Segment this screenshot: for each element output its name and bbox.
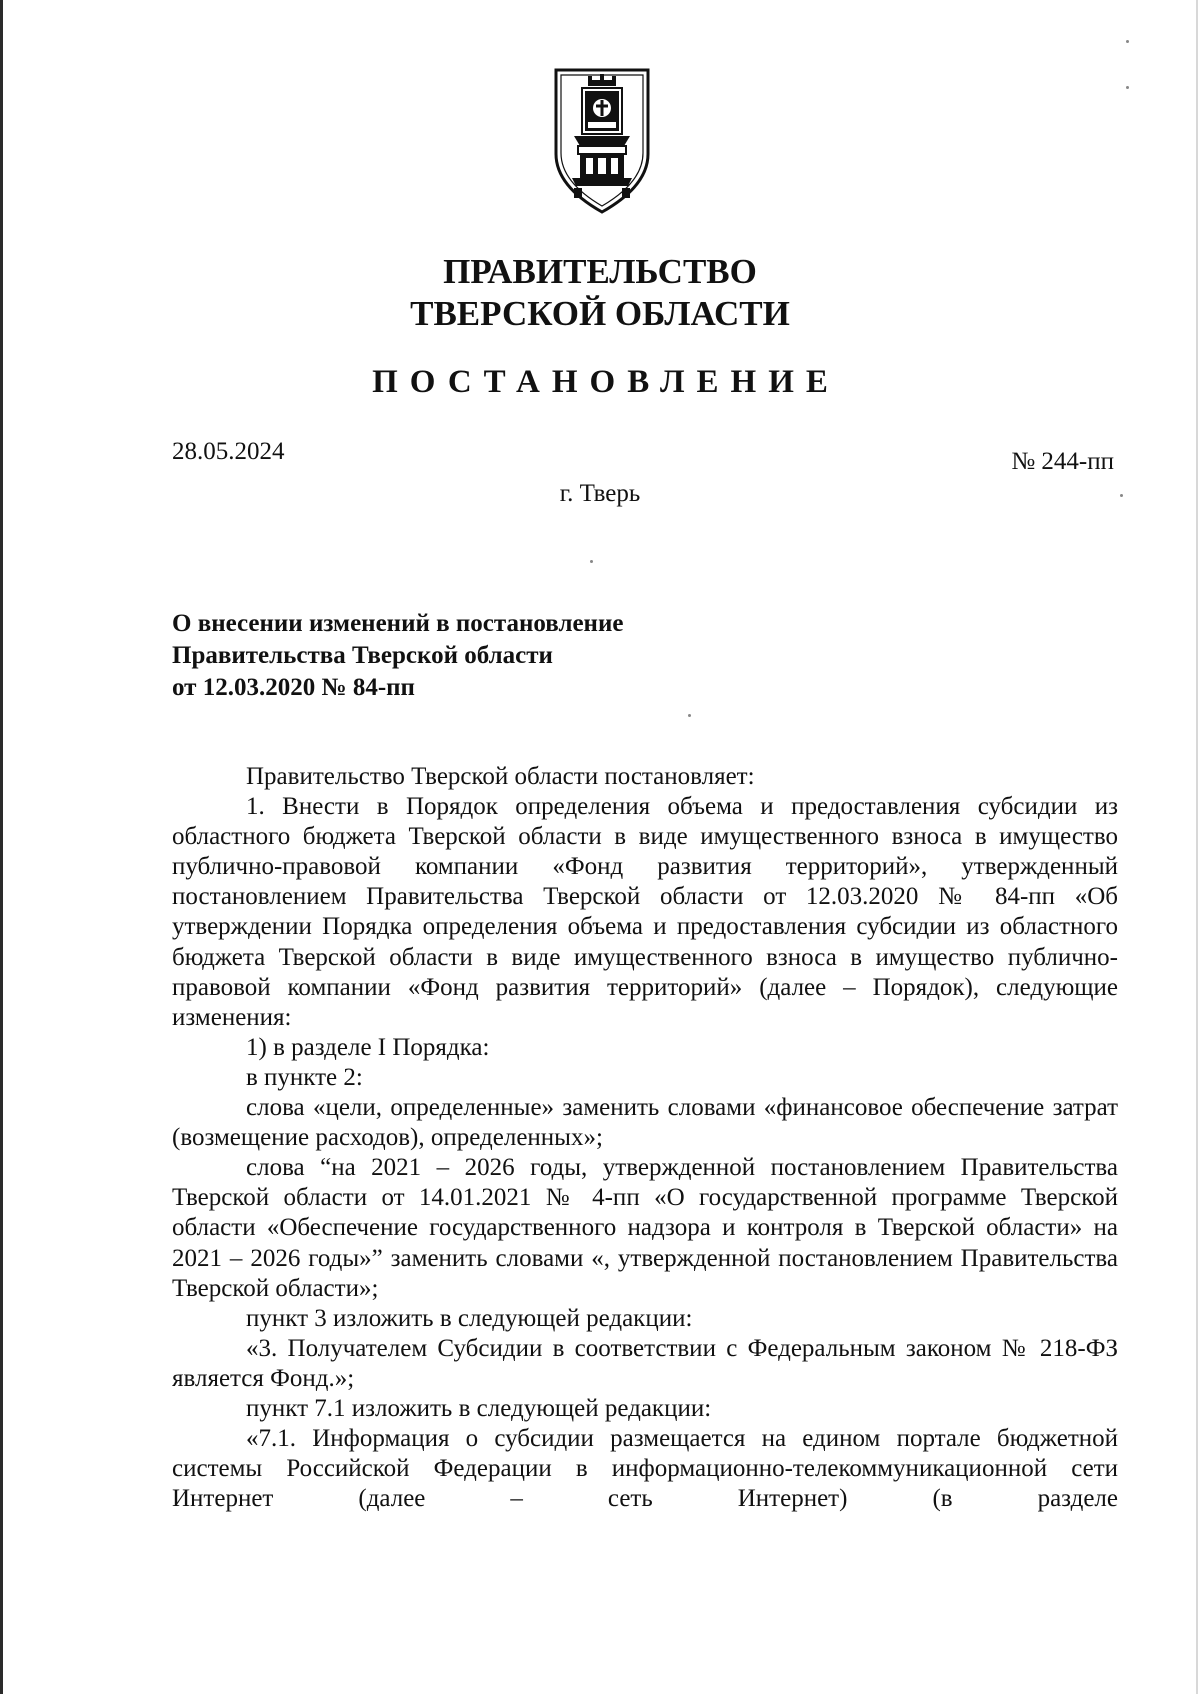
document-body [172,762,1118,1514]
body-paragraph-5: слова «цели, определенные» заменить словами «финансовое обеспечение затрат (возмещение расходов), определенных»; [172,1094,1118,1152]
scan-speck [1126,40,1129,43]
body-paragraph-3: 1) в разделе I Порядка: [246,1033,490,1061]
body-paragraph-9: пункт 7.1 изложить в следующей редакции: [246,1394,712,1422]
organization-name-line2: ТВЕРСКОЙ ОБЛАСТИ [410,294,790,333]
body-paragraph-7: пункт 3 изложить в следующей редакции: [246,1304,693,1332]
scan-speck [1126,86,1129,89]
organization-name-line1: ПРАВИТЕЛЬСТВО [443,252,757,291]
scan-speck [590,560,593,563]
body-paragraph-1: Правительство Тверской области постановляет: [246,763,755,790]
subject-line1: О внесении изменений в постановление [172,610,624,637]
document-type-title: ПОСТАНОВЛЕНИЕ [372,364,840,400]
body-paragraph-6: слова “на 2021 – 2026 годы, утвержденной постановлением Правительства Тверской области от 14.01.2021 № 4-пп «О государственной программе Тверской области «Обеспечение государственного надзора и контроля в Тверской области» на 2021 – 2026 годы»” заменить словами «, утвержденной постановлением Правительства Тверской области»; [172,1154,1118,1302]
body-paragraph-4: в пункте 2: [246,1063,363,1091]
document-number: № 244-пп [1011,448,1114,475]
document-date: 28.05.2024 [172,438,285,465]
body-paragraph-2: 1. Внести в Порядок определения объема и предоставления субсидии из областного бюджета Тверской области в виде имущественного взноса в имущество публично-правовой компании «Фонд развития территорий», утвержденный постановлением Правительства Тверской области от 12.03.2020 № 84-пп «Об утверждении Порядка определения объема и предоставления субсидии из областного бюджета Тверской области в виде имущественного взноса в имущество публично-правовой компании «Фонд развития территорий» (далее – Порядок), следующие изменения: [172,793,1118,1031]
subject-line2: Правительства Тверской области [172,642,553,669]
body-paragraph-10: «7.1. Информация о субсидии размещается на едином портале бюджетной системы Российской Федерации в информационно-телекоммуникационной сети Интернет (далее – сеть Интернет) (в разделе [172,1425,1118,1513]
tver-coat-of-arms-icon [552,66,652,216]
document-subject [172,608,792,704]
scan-speck [1120,494,1123,497]
subject-line3: от 12.03.2020 № 84-пп [172,674,415,701]
body-paragraph-8: «3. Получателем Субсидии в соответствии с Федеральным законом № 218-ФЗ является Фонд.»; [172,1334,1118,1392]
document-city: г. Тверь [559,480,641,507]
scan-speck [688,714,691,717]
